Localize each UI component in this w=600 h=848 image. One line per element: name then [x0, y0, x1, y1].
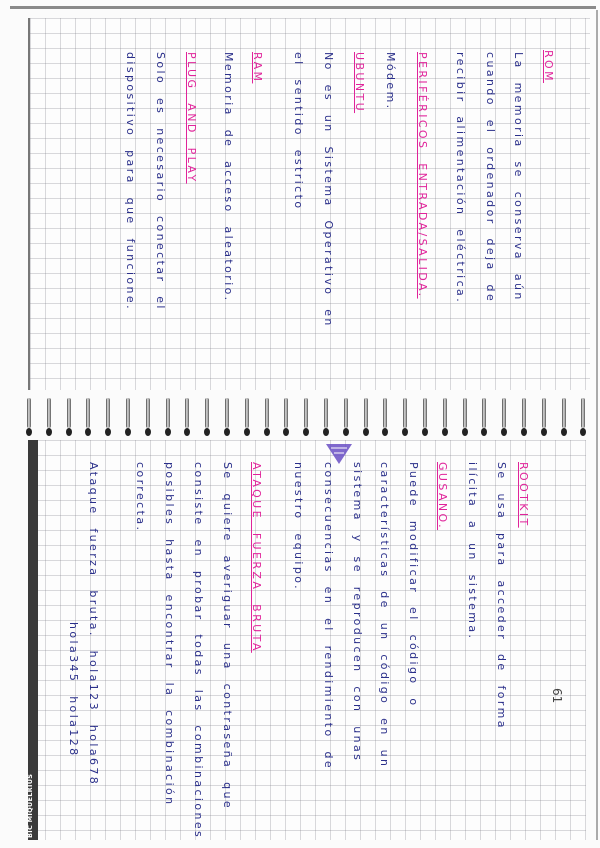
spiral-ring	[224, 398, 230, 434]
note-line: Puede modificar el código o	[407, 462, 420, 708]
spiral-ring	[26, 398, 32, 434]
note-heading: ROOTKIT	[517, 462, 530, 528]
page-number: 61	[550, 688, 564, 704]
note-line: Memoria de acceso aleatorio.	[222, 52, 235, 303]
scan-edge-right	[596, 10, 598, 840]
note-heading: PLUG AND PLAY	[185, 52, 198, 184]
spiral-ring	[402, 398, 408, 434]
spiral-ring	[46, 398, 52, 434]
spiral-ring	[125, 398, 131, 434]
spiral-ring	[303, 398, 309, 434]
note-line: Se quiere averiguar una contraseña que	[221, 462, 234, 811]
note-line: Módem.	[384, 52, 397, 111]
note-heading: PERIFÉRICOS ENTRADA/SALIDA.	[416, 52, 429, 299]
note-line: cuando el ordenador deja de	[484, 52, 497, 304]
spiral-ring	[244, 398, 250, 434]
brand-label: BIC MIQUELRIUS	[26, 773, 34, 838]
spiral-ring	[145, 398, 151, 434]
note-line: correcta.	[134, 462, 147, 533]
scan-edge-top	[10, 6, 596, 9]
note-line: Solo es necesario conectar el	[154, 52, 167, 311]
spiral-ring	[363, 398, 369, 434]
note-line: ilícita a un sistema.	[466, 462, 479, 641]
note-line: consiste en probar todas las combinaciones	[192, 462, 205, 840]
spiral-ring	[105, 398, 111, 434]
spiral-ring	[561, 398, 567, 434]
note-line: dispositivo para que funcione.	[124, 52, 137, 311]
note-line: Ataque fuerza bruta. hola123 hola678	[87, 462, 100, 787]
spiral-ring	[501, 398, 507, 434]
spiral-ring	[442, 398, 448, 434]
spiral-ring	[184, 398, 190, 434]
spiral-ring	[283, 398, 289, 434]
note-heading: GUSANO.	[436, 462, 449, 531]
note-line: recibir alimentación eléctrica.	[454, 52, 467, 305]
spiral-ring	[541, 398, 547, 434]
spiral-binding	[20, 398, 596, 442]
spiral-ring	[580, 398, 586, 434]
note-line: La memoria se conserva aún	[512, 52, 525, 302]
top-notebook-page	[28, 18, 590, 390]
note-line: Se usa para acceder de forma	[495, 462, 508, 730]
spiral-ring	[422, 398, 428, 434]
note-line: nuestro equipo.	[292, 462, 305, 592]
note-heading: RAM	[251, 52, 264, 84]
note-line: el sentido estricto	[292, 52, 305, 211]
spiral-ring	[481, 398, 487, 434]
spiral-ring	[382, 398, 388, 434]
spiral-ring	[323, 398, 329, 434]
spiral-ring	[462, 398, 468, 434]
note-heading: ATAQUE FUERZA BRUTA	[250, 462, 263, 653]
note-line: hola345 hola128	[67, 622, 80, 758]
note-line: No es un Sistema Operativo en	[322, 52, 335, 328]
note-heading: UBUNTU	[353, 52, 366, 114]
note-line: posibles hasta encontrar la combinación	[163, 462, 176, 807]
spiral-ring	[85, 398, 91, 434]
note-line: sistema y se reproducen con unas	[351, 462, 364, 763]
spiral-ring	[204, 398, 210, 434]
spiral-ring	[521, 398, 527, 434]
spiral-ring	[165, 398, 171, 434]
spiral-ring	[66, 398, 72, 434]
note-heading: ROM	[542, 50, 555, 83]
spiral-ring	[264, 398, 270, 434]
spiral-ring	[343, 398, 349, 434]
note-line: características de un código en un	[378, 462, 391, 769]
note-line: consecuencias en el rendimiento de	[322, 462, 335, 771]
